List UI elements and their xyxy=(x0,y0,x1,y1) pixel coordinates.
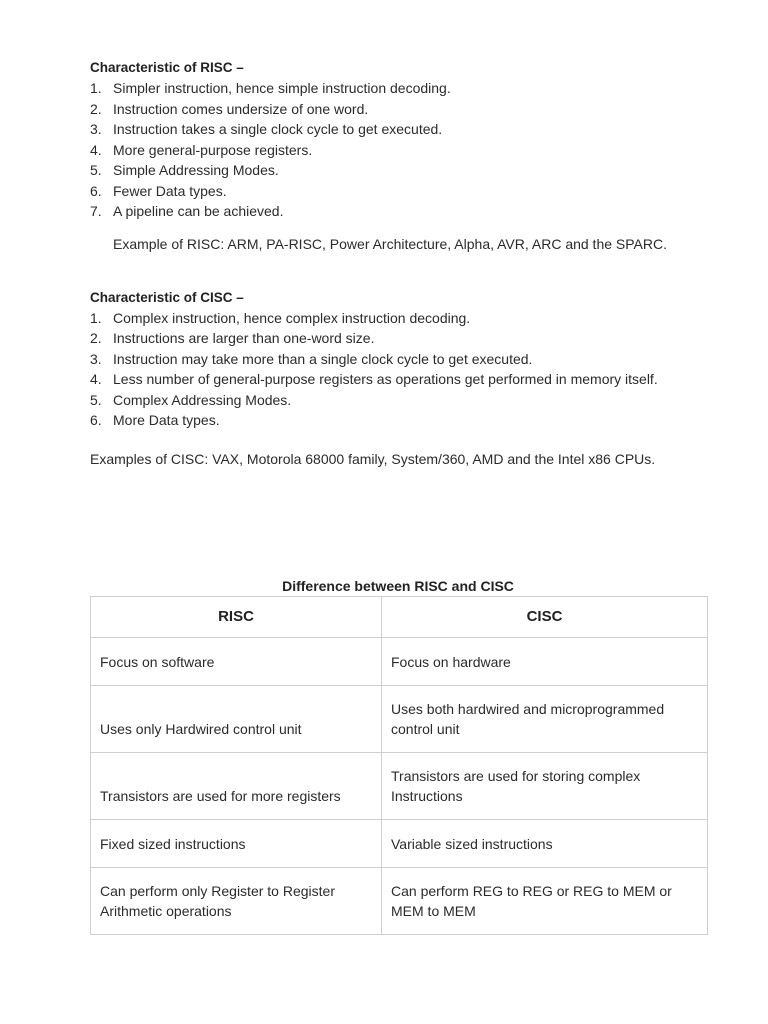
list-number: 3. xyxy=(90,121,102,137)
list-text: A pipeline can be achieved. xyxy=(113,203,284,219)
list-number: 1. xyxy=(90,80,102,96)
list-number: 4. xyxy=(90,141,102,158)
comparison-table xyxy=(90,596,708,935)
risc-examples: Example of RISC: ARM, PA-RISC, Power Architecture, Alpha, AVR, ARC and the SPARC. xyxy=(113,235,667,252)
column-header-cisc: CISC xyxy=(382,597,708,638)
list-number: 3. xyxy=(90,350,102,367)
list-text: Complex Addressing Modes. xyxy=(113,391,292,408)
list-item xyxy=(90,78,710,99)
risc-heading: Characteristic of RISC – xyxy=(90,60,244,75)
list-text: Less number of general-purpose registers as operations get performed in memory itself. xyxy=(113,371,658,387)
table-row xyxy=(91,820,708,868)
table-row xyxy=(91,638,708,686)
table-cell-risc: Can perform only Register to Register Arithmetic operations xyxy=(91,868,382,935)
table-cell-cisc: Transistors are used for storing complex Instructions xyxy=(382,753,708,820)
document-body xyxy=(90,58,710,469)
list-item xyxy=(90,390,710,411)
list-number: 1. xyxy=(90,309,102,326)
list-number: 5. xyxy=(90,391,102,408)
risc-characteristics-list xyxy=(90,78,710,222)
list-text: Instruction comes undersize of one word. xyxy=(113,100,369,117)
list-text: Instruction takes a single clock cycle to get executed. xyxy=(113,121,443,137)
list-item xyxy=(90,140,710,161)
list-number: 5. xyxy=(90,162,102,178)
table-cell-risc: Focus on software xyxy=(91,638,382,686)
list-text: More general-purpose registers. xyxy=(113,141,313,158)
list-item xyxy=(90,410,710,431)
table-cell-cisc: Can perform REG to REG or REG to MEM or MEM to MEM xyxy=(382,868,708,935)
table-cell-risc: Uses only Hardwired control unit xyxy=(91,686,382,753)
list-item xyxy=(90,119,710,140)
list-item xyxy=(90,308,710,329)
list-number: 2. xyxy=(90,330,102,346)
comparison-table-title: Difference between RISC and CISC xyxy=(282,578,514,594)
list-text: Simple Addressing Modes. xyxy=(113,162,279,178)
cisc-characteristics-list xyxy=(90,308,710,431)
list-item xyxy=(90,181,710,202)
list-number: 6. xyxy=(90,412,102,428)
list-number: 7. xyxy=(90,203,102,219)
list-item xyxy=(90,369,710,390)
cisc-examples: Examples of CISC: VAX, Motorola 68000 family, System/360, AMD and the Intel x86 CPUs. xyxy=(90,450,656,467)
list-item xyxy=(90,201,710,222)
column-header-risc: RISC xyxy=(91,597,382,638)
table-cell-cisc: Focus on hardware xyxy=(382,638,708,686)
table-row xyxy=(91,753,708,820)
table-cell-risc: Fixed sized instructions xyxy=(91,820,382,868)
table-header-row xyxy=(91,597,708,638)
table-cell-risc: Transistors are used for more registers xyxy=(91,753,382,820)
table-cell-cisc: Variable sized instructions xyxy=(382,820,708,868)
list-item xyxy=(90,349,710,370)
list-text: Instruction may take more than a single clock cycle to get executed. xyxy=(113,350,533,367)
list-number: 6. xyxy=(90,182,102,199)
cisc-heading: Characteristic of CISC – xyxy=(90,289,244,305)
table-row xyxy=(91,868,708,935)
list-item xyxy=(90,160,710,181)
list-item xyxy=(90,99,710,120)
list-text: More Data types. xyxy=(113,412,220,428)
list-text: Instructions are larger than one-word size. xyxy=(113,330,375,346)
list-number: 4. xyxy=(90,371,102,387)
list-item xyxy=(90,328,710,349)
table-row xyxy=(91,686,708,753)
list-text: Simpler instruction, hence simple instruction decoding. xyxy=(113,80,451,96)
table-cell-cisc: Uses both hardwired and microprogrammed control unit xyxy=(382,686,708,753)
list-text: Complex instruction, hence complex instruction decoding. xyxy=(113,309,471,326)
list-text: Fewer Data types. xyxy=(113,182,227,199)
list-number: 2. xyxy=(90,100,102,117)
